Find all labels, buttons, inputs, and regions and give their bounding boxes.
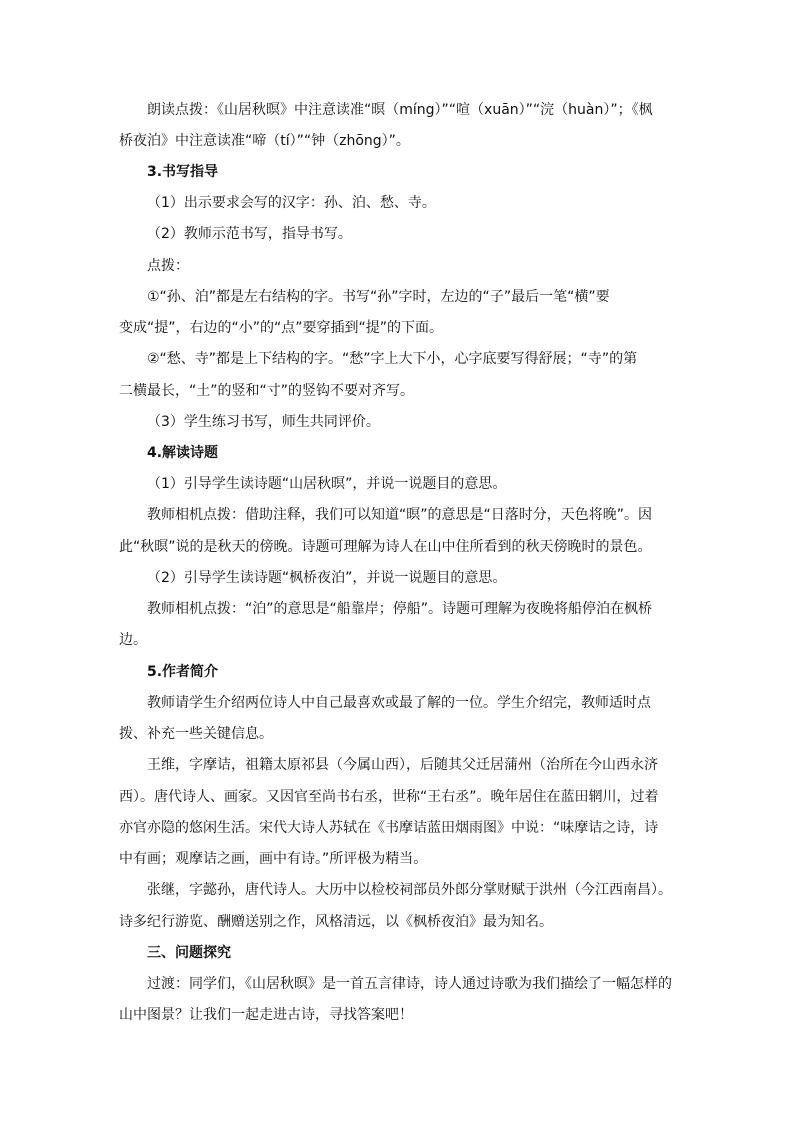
paragraph-line: （2）教师示范书写，指导书写。 bbox=[147, 226, 352, 242]
paragraph-line: 过渡：同学们，《山居秋暝》是一首五言律诗，诗人通过诗歌为我们描绘了一幅怎样的 bbox=[147, 976, 672, 992]
paragraph-line: 亦官亦隐的悠闲生活。宋代大诗人苏轼在《书摩诘蓝田烟雨图》中说：“味摩诘之诗，诗 bbox=[119, 820, 659, 836]
section-heading-writing: 3.书写指导 bbox=[147, 164, 219, 180]
paragraph-line: 此“秋暝”说的是秋天的傍晚。诗题可理解为诗人在山中住所看到的秋天傍晚时的景色。 bbox=[119, 539, 652, 555]
paragraph-line: 二横最长，“土”的竖和“寸”的竖钩不要对齐写。 bbox=[119, 383, 415, 399]
paragraph-line: 诗多纪行游览、酬赠送别之作，风格清远，以《枫桥夜泊》最为知名。 bbox=[119, 914, 553, 930]
section-heading-authors: 5.作者简介 bbox=[147, 664, 219, 680]
paragraph-line: （3）学生练习书写，师生共同评价。 bbox=[147, 414, 380, 430]
section-heading-title-reading: 4.解读诗题 bbox=[147, 445, 219, 461]
paragraph-line: （1）引导学生读诗题“山居秋暝”，并说一说题目的意思。 bbox=[147, 476, 507, 492]
paragraph-line: 变成“提”，右边的“小”的“点”要穿插到“提”的下面。 bbox=[119, 320, 444, 336]
paragraph-line: 西）。唐代诗人、画家。又因官至尚书右丞，世称“王右丞”。晚年居住在蓝田辋川，过着 bbox=[119, 789, 659, 805]
paragraph-line: 拨、补充一些关键信息。 bbox=[119, 726, 273, 742]
reading-tip-line-1: 朗读点拨：《山居秋暝》中注意读准“暝（míng）”“喧（xuān）”“浣（huàn）”；《枫 bbox=[147, 102, 653, 118]
paragraph-line: 教师相机点拨：借助注释，我们可以知道“暝”的意思是“日落时分，天色将晚”。因 bbox=[147, 507, 653, 523]
paragraph-line: （2）引导学生读诗题“枫桥夜泊”，并说一说题目的意思。 bbox=[147, 570, 507, 586]
paragraph-line: （1）出示要求会写的汉字：孙、泊、愁、寺。 bbox=[147, 195, 436, 211]
paragraph-line: 张继，字懿孙，唐代诗人。大历中以检校祠部员外郎分掌财赋于洪州（今江西南昌）。 bbox=[147, 882, 672, 898]
paragraph-line: 边。 bbox=[119, 632, 147, 648]
paragraph-line: 中有画；观摩诘之画，画中有诗。”所评极为精当。 bbox=[119, 851, 428, 867]
paragraph-line: 点拨： bbox=[147, 258, 189, 274]
paragraph-line: 教师相机点拨：“泊”的意思是“船靠岸；停船”。诗题可理解为夜晚将船停泊在枫桥 bbox=[147, 601, 653, 617]
paragraph-line: ②“愁、寺”都是上下结构的字。“愁”字上大下小，心字底要写得舒展；“寺”的第 bbox=[147, 351, 638, 367]
section-heading-inquiry: 三、问题探究 bbox=[147, 945, 231, 961]
paragraph-line: ①“孙、泊”都是左右结构的字。书写“孙”字时，左边的“子”最后一笔“横”要 bbox=[147, 289, 610, 305]
paragraph-line: 教师请学生介绍两位诗人中自己最喜欢或最了解的一位。学生介绍完，教师适时点 bbox=[147, 695, 651, 711]
paragraph-line: 王维，字摩诘，祖籍太原祁县（今属山西），后随其父迁居蒲州（治所在今山西永济 bbox=[147, 757, 658, 773]
paragraph-line: 山中图景？让我们一起走进古诗，寻找答案吧！ bbox=[119, 1007, 413, 1023]
reading-tip-line-2: 桥夜泊》中注意读准“啼（tí）”“钟（zhōng）”。 bbox=[119, 133, 410, 149]
